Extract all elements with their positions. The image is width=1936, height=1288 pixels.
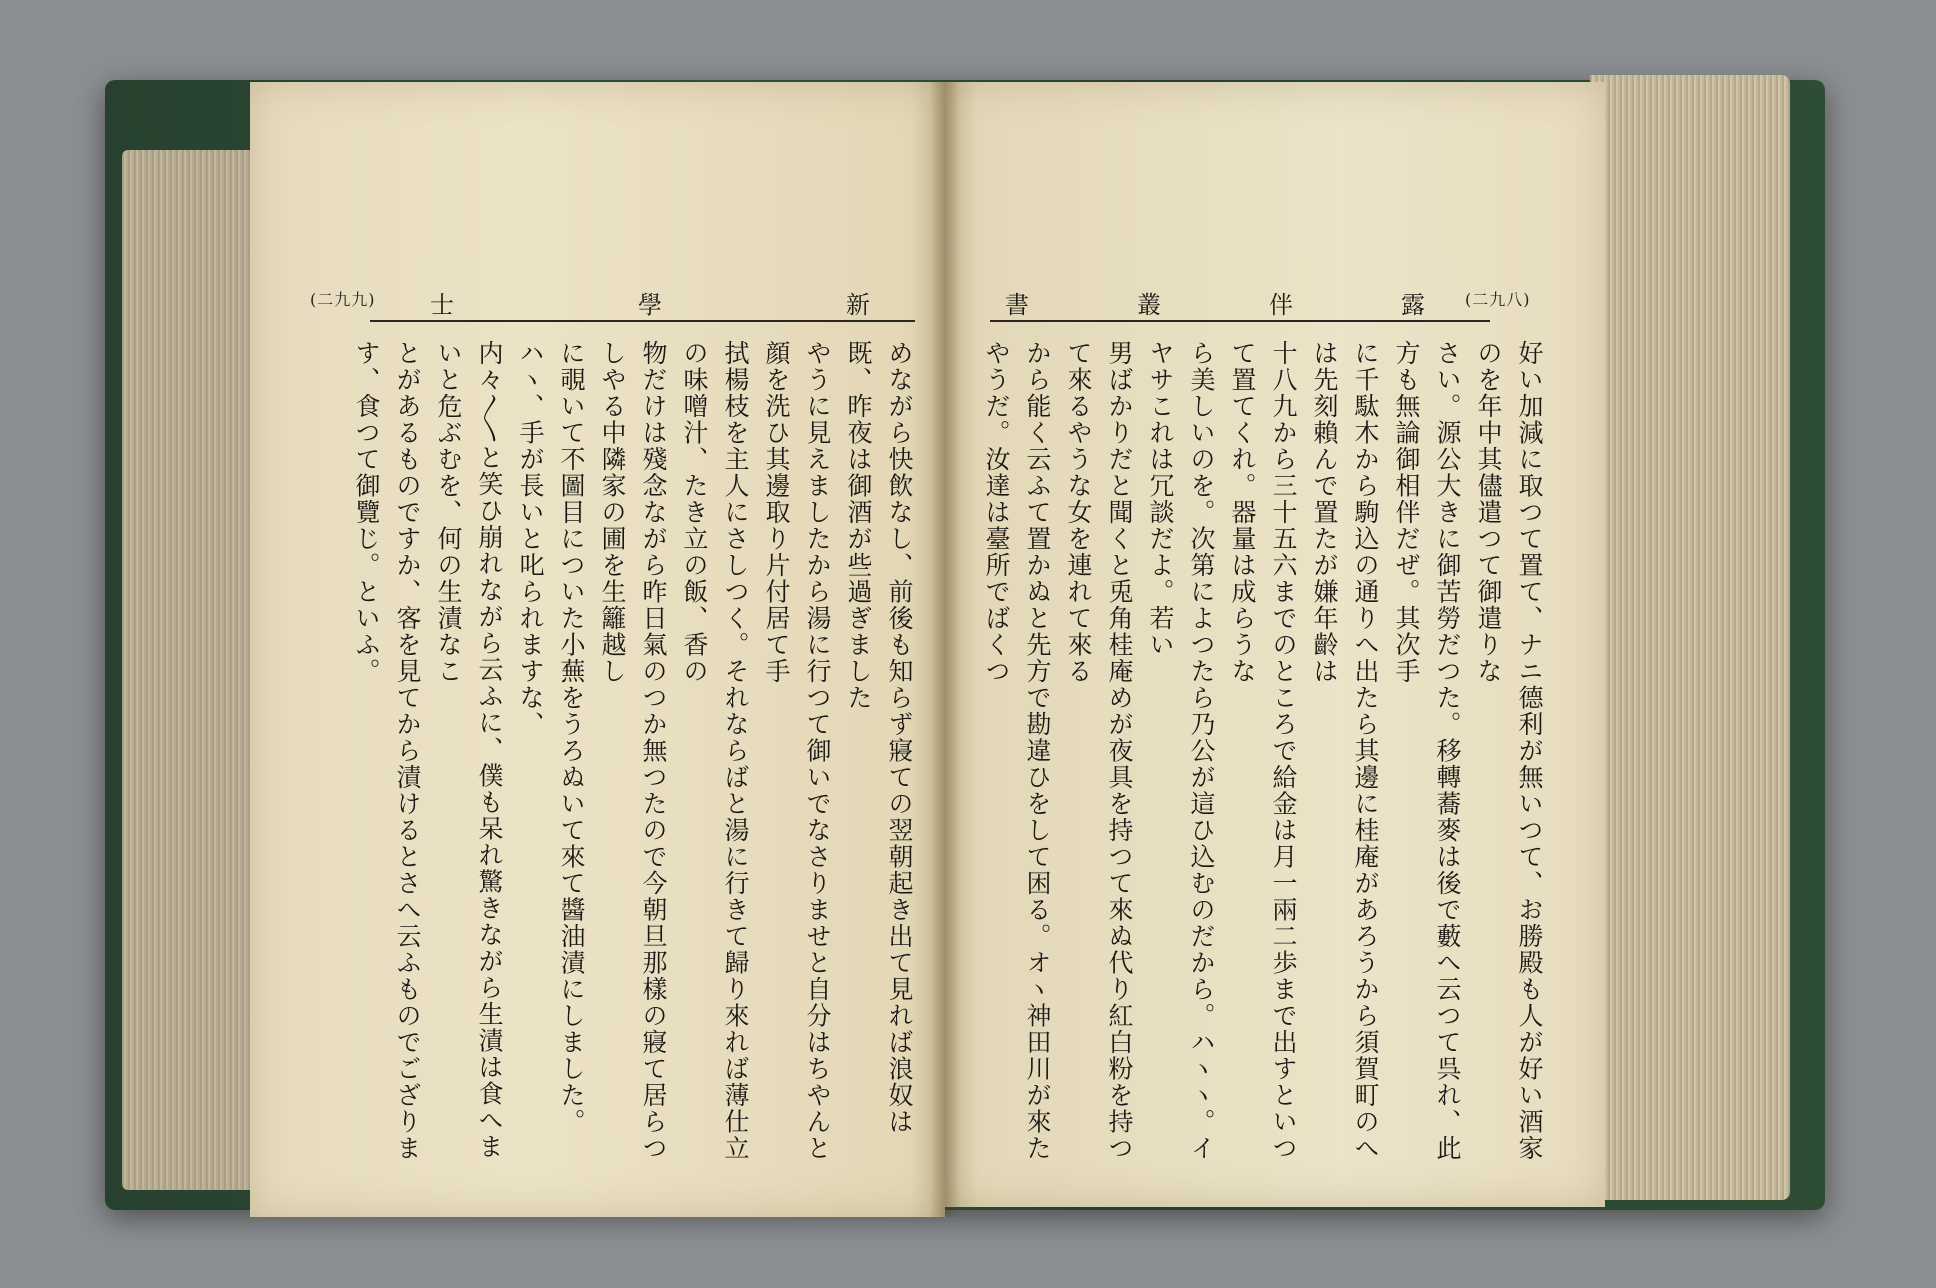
text-line: 内々〳〵と笑ひ崩れながら云ふに、僕も呆れ驚きながら生漬は食へまいと危ぶむを、何の生漬なこ [434, 340, 504, 1160]
right-page-number: (二九八) [1465, 290, 1531, 309]
book-gutter [930, 82, 960, 1217]
right-body-text [980, 340, 1550, 1170]
left-page-number: (二九九) [310, 290, 376, 309]
right-running-head [975, 282, 1455, 322]
left-body-text [350, 340, 920, 1170]
text-line: やうに見えましたから湯に行つて御いでなさりませと自分はちやんと顔を洗ひ其邊取り片付居て手 [762, 340, 832, 1162]
right-title-char: 露 [1401, 290, 1425, 319]
right-header-rule [990, 320, 1490, 322]
text-line: 拭楊枝を主人にさしつく。それならばと湯に行きて歸り來れば薄仕立の味噌汁、たき立の飯、香の [680, 340, 750, 1162]
text-line: に千駄木から駒込の通りへ出たら其邊に桂庵があろうから須賀町のへは先刻賴んで置たが嫌年齡は [1310, 340, 1380, 1162]
right-title-char: 伴 [1269, 290, 1293, 319]
page-edges-right [1590, 75, 1790, 1200]
text-line: めながら快飲なし、前後も知らず寢ての翌朝起き出て見れば浪奴は既、昨夜は御酒が些過ぎました [844, 340, 914, 1135]
text-line: から能く云ふて置かぬと先方で勘違ひをして困る。オヽ神田川が來たやうだ。汝達は臺所でばくつ [982, 340, 1052, 1162]
left-title-char: 新 [846, 290, 870, 319]
left-title-char: 學 [638, 290, 662, 319]
text-line: 物だけは殘念ながら昨日氣のつか無つたので今朝旦那樣の寢て居らつしやる中隣家の圃を生籬越し [598, 340, 668, 1162]
right-page [945, 82, 1605, 1207]
text-line: とがあるものですか、客を見てから漬けるとさへ云ふものでござります、食つて御覽じ。といふ。 [352, 340, 422, 1162]
right-title-char: 叢 [1137, 290, 1161, 319]
text-line: 男ばかりだと聞くと兎角桂庵めが夜具を持つて來ぬ代り紅白粉を持つて來るやうな女を連れて來る [1064, 340, 1134, 1162]
text-line: 好い加減に取つて置て、ナニ德利が無いつて、お勝殿も人が好い酒家のを年中其儘遣つて御遣りな [1474, 340, 1544, 1162]
left-running-head [400, 282, 900, 322]
left-page [250, 82, 945, 1217]
left-title-char: 士 [430, 290, 454, 319]
text-line: 十八九から三十五六までのところで給金は月一兩二歩まで出すといつて置てくれ。器量は成らうな [1228, 340, 1298, 1162]
text-line: ら美しいのを。次第によつたら乃公が這ひ込むのだから。ハヽヽ。イヤサこれは冗談だよ。若い [1146, 340, 1216, 1162]
text-line: に覗いて不圖目についた小蕪をうろぬいて來て醬油漬にしました。ハヽ、手が長いと叱られますな、 [516, 340, 586, 1135]
right-title-char: 書 [1005, 290, 1029, 319]
text-line: さい。源公大きに御苦勞だつた。移轉蕎麥は後で藪へ云つて呉れ、此方も無論御相伴だぜ。其次手 [1392, 340, 1462, 1162]
left-header-rule [370, 320, 915, 322]
